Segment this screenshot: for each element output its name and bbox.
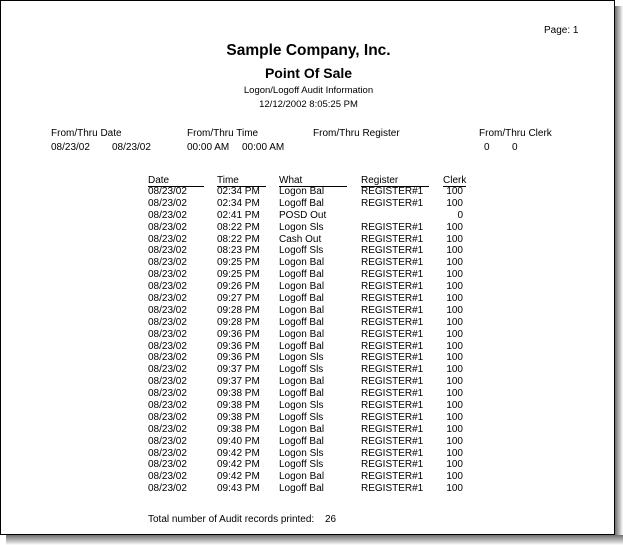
cell-register: REGISTER#1 — [361, 328, 424, 340]
cell-time: 09:26 PM — [217, 281, 260, 293]
page-label: Page: — [544, 25, 571, 36]
cell-time: 09:42 PM — [217, 447, 260, 459]
cell-what: Logoff Bal — [279, 483, 324, 495]
cell-time: 09:37 PM — [217, 376, 260, 388]
cell-date: 08/23/02 — [148, 352, 187, 364]
cell-what: Logoff Bal — [279, 340, 324, 352]
table-row — [1, 257, 616, 269]
column-header-what: What — [279, 175, 347, 187]
cell-what: Logoff Bal — [279, 197, 324, 209]
cell-register: REGISTER#1 — [361, 197, 424, 209]
filter-date-label: From/Thru Date — [51, 128, 122, 139]
cell-clerk: 100 — [446, 411, 463, 423]
filter-time-from: 00:00 AM — [187, 142, 230, 153]
table-row — [1, 210, 616, 222]
cell-what: Logoff Bal — [279, 269, 324, 281]
cell-clerk: 100 — [446, 245, 463, 257]
cell-register: REGISTER#1 — [361, 340, 424, 352]
cell-what: Logon Bal — [279, 423, 325, 435]
cell-what: Logoff Sls — [279, 245, 324, 257]
total-value: 26 — [325, 514, 337, 525]
cell-clerk: 100 — [446, 459, 463, 471]
cell-time: 09:40 PM — [217, 435, 260, 447]
cell-date: 08/23/02 — [148, 316, 187, 328]
filter-clerk-label: From/Thru Clerk — [479, 128, 552, 139]
table-row — [1, 341, 616, 353]
filter-date-from: 08/23/02 — [51, 142, 90, 153]
cell-date: 08/23/02 — [148, 435, 187, 447]
cell-what: Logoff Bal — [279, 435, 324, 447]
cell-what: Logon Sls — [279, 352, 324, 364]
cell-time: 02:41 PM — [217, 209, 260, 221]
cell-what: Logoff Sls — [279, 364, 324, 376]
cell-register: REGISTER#1 — [361, 364, 424, 376]
cell-clerk: 100 — [446, 316, 463, 328]
table-row — [1, 364, 616, 376]
cell-what: Logoff Bal — [279, 293, 324, 305]
cell-what: POSD Out — [279, 209, 327, 221]
table-row — [1, 352, 616, 364]
cell-register: REGISTER#1 — [361, 471, 424, 483]
page-number — [544, 25, 578, 36]
table-row — [1, 424, 616, 436]
cell-time: 09:28 PM — [217, 316, 260, 328]
cell-time: 09:42 PM — [217, 471, 260, 483]
cell-register: REGISTER#1 — [361, 400, 424, 412]
cell-clerk: 100 — [446, 352, 463, 364]
cell-register: REGISTER#1 — [361, 388, 424, 400]
cell-clerk: 100 — [446, 281, 463, 293]
cell-date: 08/23/02 — [148, 186, 187, 197]
cell-register: REGISTER#1 — [361, 459, 424, 471]
table-row — [1, 198, 616, 210]
cell-clerk: 100 — [446, 388, 463, 400]
cell-clerk: 100 — [446, 186, 463, 197]
cell-what: Logoff Bal — [279, 388, 324, 400]
cell-clerk: 100 — [446, 340, 463, 352]
cell-time: 08:22 PM — [217, 233, 260, 245]
cell-clerk: 100 — [446, 304, 463, 316]
cell-what: Logon Bal — [279, 304, 325, 316]
cell-clerk: 100 — [446, 471, 463, 483]
cell-clerk: 100 — [446, 447, 463, 459]
cell-date: 08/23/02 — [148, 269, 187, 281]
cell-clerk: 100 — [446, 233, 463, 245]
filter-register-label: From/Thru Register — [313, 128, 400, 139]
page-number-value: 1 — [572, 25, 579, 36]
cell-clerk: 100 — [446, 197, 463, 209]
column-header-time: Time — [217, 175, 266, 187]
cell-date: 08/23/02 — [148, 459, 187, 471]
filter-clerk-from: 0 — [484, 142, 490, 153]
cell-what: Logon Sls — [279, 221, 324, 233]
cell-time: 08:23 PM — [217, 245, 260, 257]
table-row — [1, 293, 616, 305]
report-title: Point Of Sale — [264, 65, 353, 81]
table-row — [1, 412, 616, 424]
cell-date: 08/23/02 — [148, 281, 187, 293]
cell-clerk: 100 — [446, 483, 463, 495]
cell-date: 08/23/02 — [148, 483, 187, 495]
cell-clerk: 100 — [446, 364, 463, 376]
cell-what: Logon Bal — [279, 281, 325, 293]
cell-register: REGISTER#1 — [361, 257, 424, 269]
report-datetime: 12/12/2002 8:05:25 PM — [259, 99, 358, 110]
cell-time: 02:34 PM — [217, 186, 260, 197]
audit-records-table — [1, 186, 616, 495]
column-header-date: Date — [148, 175, 204, 187]
cell-date: 08/23/02 — [148, 257, 187, 269]
filter-date-thru: 08/23/02 — [112, 142, 151, 153]
cell-what: Logon Bal — [279, 328, 325, 340]
cell-clerk: 100 — [446, 400, 463, 412]
cell-clerk: 100 — [446, 269, 463, 281]
cell-what: Logoff Bal — [279, 316, 324, 328]
table-row — [1, 186, 616, 198]
cell-clerk: 100 — [446, 221, 463, 233]
cell-clerk: 0 — [457, 209, 463, 221]
cell-time: 09:38 PM — [217, 423, 260, 435]
table-row — [1, 388, 616, 400]
table-row — [1, 269, 616, 281]
cell-register: REGISTER#1 — [361, 316, 424, 328]
table-row — [1, 281, 616, 293]
cell-date: 08/23/02 — [148, 376, 187, 388]
cell-date: 08/23/02 — [148, 340, 187, 352]
cell-date: 08/23/02 — [148, 411, 187, 423]
cell-what: Logoff Sls — [279, 459, 324, 471]
cell-time: 09:36 PM — [217, 352, 260, 364]
cell-register: REGISTER#1 — [361, 447, 424, 459]
cell-time: 09:38 PM — [217, 400, 260, 412]
filter-clerk-thru: 0 — [512, 142, 518, 153]
report-name: Logon/Logoff Audit Information — [243, 85, 374, 96]
column-header-clerk: Clerk — [443, 175, 467, 186]
cell-date: 08/23/02 — [148, 293, 187, 305]
cell-register: REGISTER#1 — [361, 483, 424, 495]
table-row — [1, 234, 616, 246]
cell-time: 09:42 PM — [217, 459, 260, 471]
cell-register: REGISTER#1 — [361, 304, 424, 316]
page-shadow-right — [615, 6, 623, 543]
cell-time: 09:38 PM — [217, 388, 260, 400]
cell-time: 09:25 PM — [217, 269, 260, 281]
cell-time: 09:36 PM — [217, 328, 260, 340]
cell-date: 08/23/02 — [148, 245, 187, 257]
cell-time: 09:38 PM — [217, 411, 260, 423]
cell-register: REGISTER#1 — [361, 423, 424, 435]
cell-time: 09:37 PM — [217, 364, 260, 376]
cell-date: 08/23/02 — [148, 400, 187, 412]
table-row — [1, 305, 616, 317]
cell-clerk: 100 — [446, 328, 463, 340]
total-label: Total number of Audit records printed: — [148, 514, 315, 525]
cell-time: 09:43 PM — [217, 483, 260, 495]
cell-what: Logoff Sls — [279, 411, 324, 423]
cell-clerk: 100 — [446, 376, 463, 388]
cell-date: 08/23/02 — [148, 328, 187, 340]
table-row — [1, 459, 616, 471]
cell-date: 08/23/02 — [148, 221, 187, 233]
cell-what: Logon Bal — [279, 257, 325, 269]
cell-time: 09:25 PM — [217, 257, 260, 269]
cell-time: 09:27 PM — [217, 293, 260, 305]
cell-register: REGISTER#1 — [361, 352, 424, 364]
cell-date: 08/23/02 — [148, 197, 187, 209]
cell-register: REGISTER#1 — [361, 281, 424, 293]
cell-register: REGISTER#1 — [361, 221, 424, 233]
cell-clerk: 100 — [446, 293, 463, 305]
cell-what: Logon Bal — [279, 471, 325, 483]
cell-date: 08/23/02 — [148, 209, 187, 221]
cell-clerk: 100 — [446, 257, 463, 269]
table-row — [1, 483, 616, 495]
cell-register: REGISTER#1 — [361, 186, 424, 197]
table-row — [1, 436, 616, 448]
cell-register: REGISTER#1 — [361, 376, 424, 388]
filter-time-label: From/Thru Time — [187, 128, 259, 139]
page-shadow-bottom — [6, 535, 623, 545]
cell-register: REGISTER#1 — [361, 269, 424, 281]
cell-date: 08/23/02 — [148, 364, 187, 376]
column-header-register: Register — [361, 175, 429, 187]
cell-time: 02:34 PM — [217, 197, 260, 209]
cell-what: Logon Sls — [279, 400, 324, 412]
cell-register: REGISTER#1 — [361, 233, 424, 245]
cell-clerk: 100 — [446, 435, 463, 447]
table-row — [1, 448, 616, 460]
table-row — [1, 471, 616, 483]
cell-register: REGISTER#1 — [361, 245, 424, 257]
cell-date: 08/23/02 — [148, 423, 187, 435]
cell-register: REGISTER#1 — [361, 435, 424, 447]
cell-time: 09:36 PM — [217, 340, 260, 352]
cell-date: 08/23/02 — [148, 447, 187, 459]
cell-time: 08:22 PM — [217, 221, 260, 233]
cell-what: Logon Bal — [279, 376, 325, 388]
cell-date: 08/23/02 — [148, 304, 187, 316]
table-row — [1, 400, 616, 412]
table-row — [1, 222, 616, 234]
cell-date: 08/23/02 — [148, 471, 187, 483]
company-name: Sample Company, Inc. — [226, 42, 391, 59]
cell-date: 08/23/02 — [148, 233, 187, 245]
cell-register: REGISTER#1 — [361, 293, 424, 305]
table-row — [1, 376, 616, 388]
table-row — [1, 317, 616, 329]
cell-clerk: 100 — [446, 423, 463, 435]
table-row — [1, 245, 616, 257]
cell-what: Logon Sls — [279, 447, 324, 459]
cell-what: Logon Bal — [279, 186, 325, 197]
cell-what: Cash Out — [279, 233, 322, 245]
filter-time-thru: 00:00 AM — [242, 142, 285, 153]
table-row — [1, 329, 616, 341]
cell-time: 09:28 PM — [217, 304, 260, 316]
cell-date: 08/23/02 — [148, 388, 187, 400]
cell-register: REGISTER#1 — [361, 411, 424, 423]
